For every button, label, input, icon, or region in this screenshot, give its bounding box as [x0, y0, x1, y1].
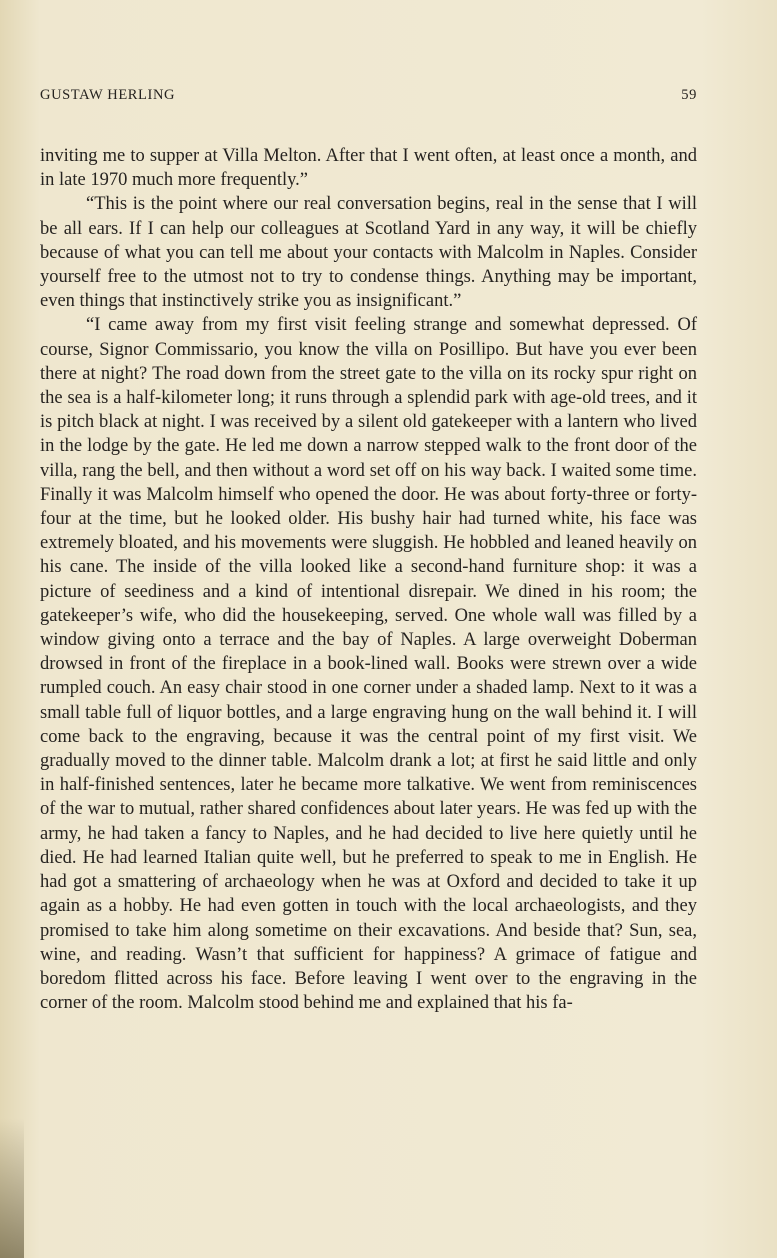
- paragraph: “I came away from my first visit feeling strange and somewhat depressed. Of course, Signor Commissario, you know the villa on Posillipo. But have you ever been there at night? The road down from the street gate to the villa on its rocky spur right on the sea is a half-kilometer long; it runs through a splendid park with age-old trees, and it is pitch black at night. I was received by a silent old gatekeeper with a lantern who lived in the lodge by the gate. He led me down a narrow stepped walk to the front door of the villa, rang the bell, and then without a word set off on his way back. I waited some time. Finally it was Malcolm himself who opened the door. He was about forty-three or forty-four at the time, but he looked older. His bushy hair had turned white, his face was extremely bloated, and his movements were sluggish. He hobbled and leaned heavily on his cane. The inside of the villa looked like a second-hand furniture shop: it was a picture of seediness and a kind of intentional disrepair. We dined in his room; the gatekeeper’s wife, who did the housekeeping, served. One whole wall was filled by a window giving onto a terrace and the bay of Naples. A large overweight Doberman drowsed in front of the fireplace in a book-lined wall. Books were strewn over a wide rumpled couch. An easy chair stood in one corner under a shaded lamp. Next to it was a small table full of liquor bottles, and a large engraving hung on the wall behind it. I will come back to the engraving, because it was the central point of my first visit. We gradually moved to the dinner table. Malcolm drank a lot; at first he said little and only in half-finished sentences, later he became more talkative. We went from reminiscences of the war to mutual, rather shared confidences about later years. He was fed up with the army, he had taken a fancy to Naples, and he had decided to live here quietly until he died. He had learned Italian quite well, but he preferred to speak to me in English. He had got a smattering of archaeology when he was at Oxford and decided to take it up again as a hobby. He had even gotten in touch with the local archaeologists, and they promised to take him along sometime on their excavations. And beside that? Sun, sea, wine, and reading. Wasn’t that sufficient for happiness? A grimace of fatigue and boredom flitted across his face. Before leaving I went over to the engraving in the corner of the room. Malcolm stood behind me and explained that his fa-: [40, 315, 697, 1014]
- body-text: [40, 144, 697, 1015]
- paragraph: inviting me to supper at Villa Melton. After that I went often, at least once a month, and in late 1970 much more frequently.”: [40, 146, 697, 191]
- running-head-author: GUSTAW HERLING: [40, 87, 176, 103]
- binding-shadow: [0, 1118, 24, 1258]
- paragraph: “This is the point where our real conversation begins, real in the sense that I will be all ears. If I can help our colleagues at Scotland Yard in any way, it will be chiefly because of what you can tell me about your contacts with Malcolm in Naples. Consider yourself free to the utmost not to try to condense things. Anything may be important, even things that instinctively strike you as insignificant.”: [40, 194, 697, 312]
- page-number: 59: [681, 87, 697, 103]
